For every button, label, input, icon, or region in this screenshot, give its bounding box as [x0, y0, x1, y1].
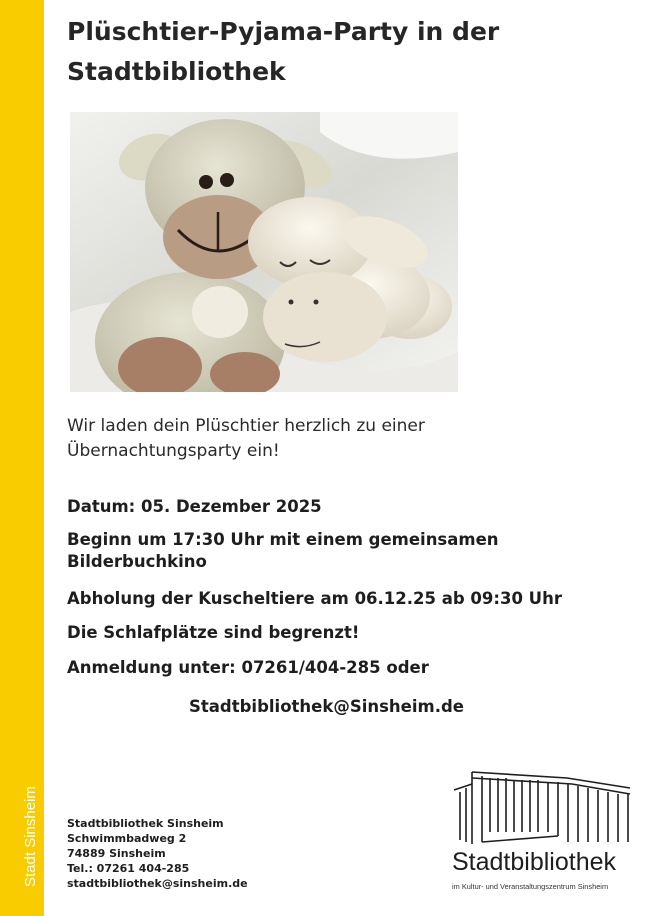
address-street: Schwimmbadweg 2 [67, 832, 187, 845]
library-address [67, 816, 327, 891]
library-building-icon [452, 770, 632, 848]
side-bar-label: Stadt Sinsheim [22, 786, 39, 887]
pickup-time: Abholung der Kuscheltiere am 06.12.25 ab 09:30 Uhr [67, 589, 562, 608]
signup-info: Anmeldung unter: 07261/404-285 oder [67, 658, 429, 677]
limited-places-note: Die Schlafplätze sind begrenzt! [67, 623, 360, 642]
logo-name: Stadtbibliothek [452, 848, 617, 876]
event-date: Datum: 05. Dezember 2025 [67, 497, 322, 516]
library-logo [452, 770, 632, 900]
address-name: Stadtbibliothek Sinsheim [67, 817, 224, 830]
plush-sheep-photo [70, 112, 458, 392]
address-email: stadtbibliothek@sinsheim.de [67, 877, 248, 890]
logo-subtitle: im Kultur- und Veranstaltungszentrum Sinsheim [452, 882, 609, 891]
two-plush-sheep-image [70, 112, 458, 392]
address-phone: Tel.: 07261 404-285 [67, 862, 190, 875]
side-bar [0, 0, 44, 916]
event-begin: Beginn um 17:30 Uhr mit einem gemeinsamen Bilderbuchkino [67, 530, 499, 571]
page-title: Plüschtier-Pyjama-Party in der Stadtbibliothek [67, 17, 500, 86]
signup-email: Stadtbibliothek@Sinsheim.de [189, 697, 464, 716]
address-city: 74889 Sinsheim [67, 847, 166, 860]
invitation-text: Wir laden dein Plüschtier herzlich zu einer Übernachtungsparty ein! [67, 416, 425, 461]
